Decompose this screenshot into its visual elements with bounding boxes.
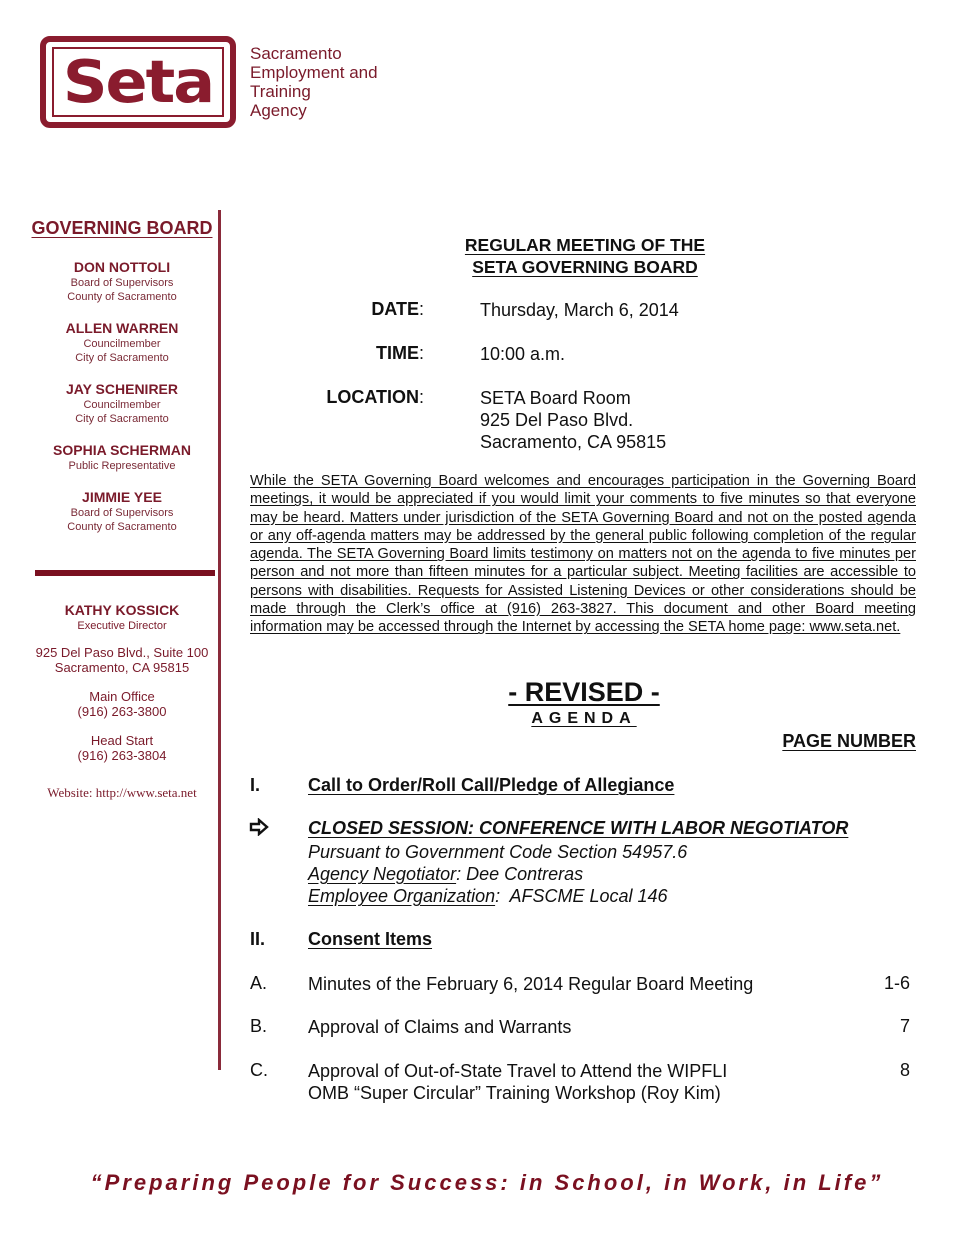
member-role: City of Sacramento	[75, 413, 169, 425]
agency-negotiator: Agency Negotiator: Dee Contreras	[308, 864, 584, 884]
head-start-office	[26, 733, 218, 763]
head-start-label: Head Start	[90, 733, 154, 748]
closed-session-code: Pursuant to Government Code Section 54957.6	[308, 842, 688, 862]
address-line: Sacramento, CA 95815	[54, 660, 190, 675]
member-role: Board of Supervisors	[70, 507, 174, 519]
location-line: Sacramento, CA 95815	[480, 432, 667, 452]
item-letter: C.	[250, 1060, 268, 1080]
member-name: ALLEN WARREN	[65, 320, 179, 336]
sidebar-vertical-rule	[218, 210, 221, 1070]
executive-info	[26, 602, 218, 801]
member-role: County of Sacramento	[67, 291, 177, 303]
section-number: II.	[250, 929, 266, 949]
member-role: City of Sacramento	[75, 352, 169, 364]
main-office-label: Main Office	[89, 689, 155, 704]
member-role: Councilmember	[83, 399, 161, 411]
public-comment-notice: While the SETA Governing Board welcomes and encourages participation in the Governing Board meetings, it would be appreciated if you would limit your comments to five minutes so that everyone may be heard. Matters under jurisdiction of the SETA Governing Board and not on the posted agenda or any off-agenda matters may be addressed by the general public following completion of the regular agenda. The SETA Governing Board limits testimony on matters not on the agenda to five minutes per person and not more than fifteen minutes for a particular subject. Meeting facilities are accessible to persons with disabilities. Requests for Assisted Listening Devices or other considerations should be made through the Clerk’s office at (916) 263-3827. This document and other Board meeting information may be accessed through the Internet by accessing the SETA home page: www.seta.net.	[250, 473, 916, 636]
sidebar-divider	[35, 570, 215, 576]
executive-role: Executive Director	[77, 620, 167, 632]
arrow-right-icon	[249, 818, 269, 841]
board-member	[26, 320, 218, 365]
board-member	[26, 381, 218, 426]
member-role: Public Representative	[68, 460, 176, 472]
meeting-title-line: REGULAR MEETING OF THE	[464, 235, 706, 255]
item-page-number: 1-6	[883, 973, 910, 993]
section-number: I.	[250, 775, 261, 795]
website-label: Website:	[47, 785, 93, 800]
revised-heading: - REVISED -	[508, 677, 660, 707]
employee-organization: Employee Organization: AFSCME Local 146	[308, 886, 668, 906]
item-letter: B.	[250, 1016, 268, 1036]
meeting-title-line: SETA GOVERNING BOARD	[472, 257, 698, 277]
governing-board-sidebar	[26, 218, 218, 550]
seta-logo-inner	[52, 47, 224, 117]
board-member	[26, 442, 218, 473]
agenda-heading: AGENDA	[531, 710, 637, 727]
agency-name-line: Sacramento	[250, 44, 342, 63]
board-member	[26, 259, 218, 304]
address-line: 925 Del Paso Blvd., Suite 100	[35, 645, 209, 660]
member-name: SOPHIA SCHERMAN	[53, 442, 191, 458]
agenda-item-text	[308, 1060, 727, 1104]
member-role: County of Sacramento	[67, 521, 177, 533]
governing-board-title: GOVERNING BOARD	[31, 218, 213, 238]
section-title: Consent Items	[308, 929, 433, 949]
agency-name	[250, 44, 378, 120]
main-office	[26, 689, 218, 719]
meeting-title	[430, 234, 740, 278]
agency-address	[26, 645, 218, 675]
date-label: DATE:	[371, 299, 424, 319]
agenda-item-line: Approval of Out-of-State Travel to Attend the WIPFLI	[308, 1061, 728, 1081]
page-number-header: PAGE NUMBER	[782, 731, 916, 751]
agency-name-line: Training	[250, 82, 311, 101]
date-value: Thursday, March 6, 2014	[480, 300, 679, 320]
member-name: JIMMIE YEE	[82, 489, 162, 505]
website	[26, 785, 218, 801]
item-page-number: 8	[899, 1060, 910, 1080]
executive-name: KATHY KOSSICK	[64, 602, 180, 618]
time-label: TIME:	[375, 343, 424, 363]
agenda-item-line: OMB “Super Circular” Training Workshop (Roy Kim)	[308, 1083, 721, 1103]
board-member	[26, 489, 218, 534]
location-value	[480, 387, 666, 453]
agenda-item-text: Minutes of the February 6, 2014 Regular Board Meeting	[308, 974, 754, 994]
footer-tagline: “Preparing People for Success: in School, in Work, in Life”	[90, 1170, 884, 1195]
item-letter: A.	[250, 973, 268, 993]
logo-wordmark: Seta	[62, 46, 214, 117]
agency-name-line: Agency	[250, 101, 307, 120]
main-office-phone: (916) 263-3800	[77, 704, 167, 719]
head-start-phone: (916) 263-3804	[77, 748, 167, 763]
member-name: DON NOTTOLI	[73, 259, 171, 275]
member-name: JAY SCHENIRER	[65, 381, 179, 397]
location-line: 925 Del Paso Blvd.	[480, 410, 634, 430]
location-line: SETA Board Room	[480, 388, 631, 408]
website-link[interactable]: http://www.seta.net	[95, 785, 197, 800]
member-role: Board of Supervisors	[70, 277, 174, 289]
agency-name-line: Employment and	[250, 63, 378, 82]
closed-session-title: CLOSED SESSION: CONFERENCE WITH LABOR NEGOTIATOR	[308, 818, 849, 838]
agenda-item-text: Approval of Claims and Warrants	[308, 1017, 572, 1037]
time-value: 10:00 a.m.	[480, 344, 566, 364]
item-page-number: 7	[899, 1016, 910, 1036]
section-title: Call to Order/Roll Call/Pledge of Allegiance	[308, 775, 675, 795]
member-role: Councilmember	[83, 338, 161, 350]
location-label: LOCATION:	[326, 387, 424, 407]
